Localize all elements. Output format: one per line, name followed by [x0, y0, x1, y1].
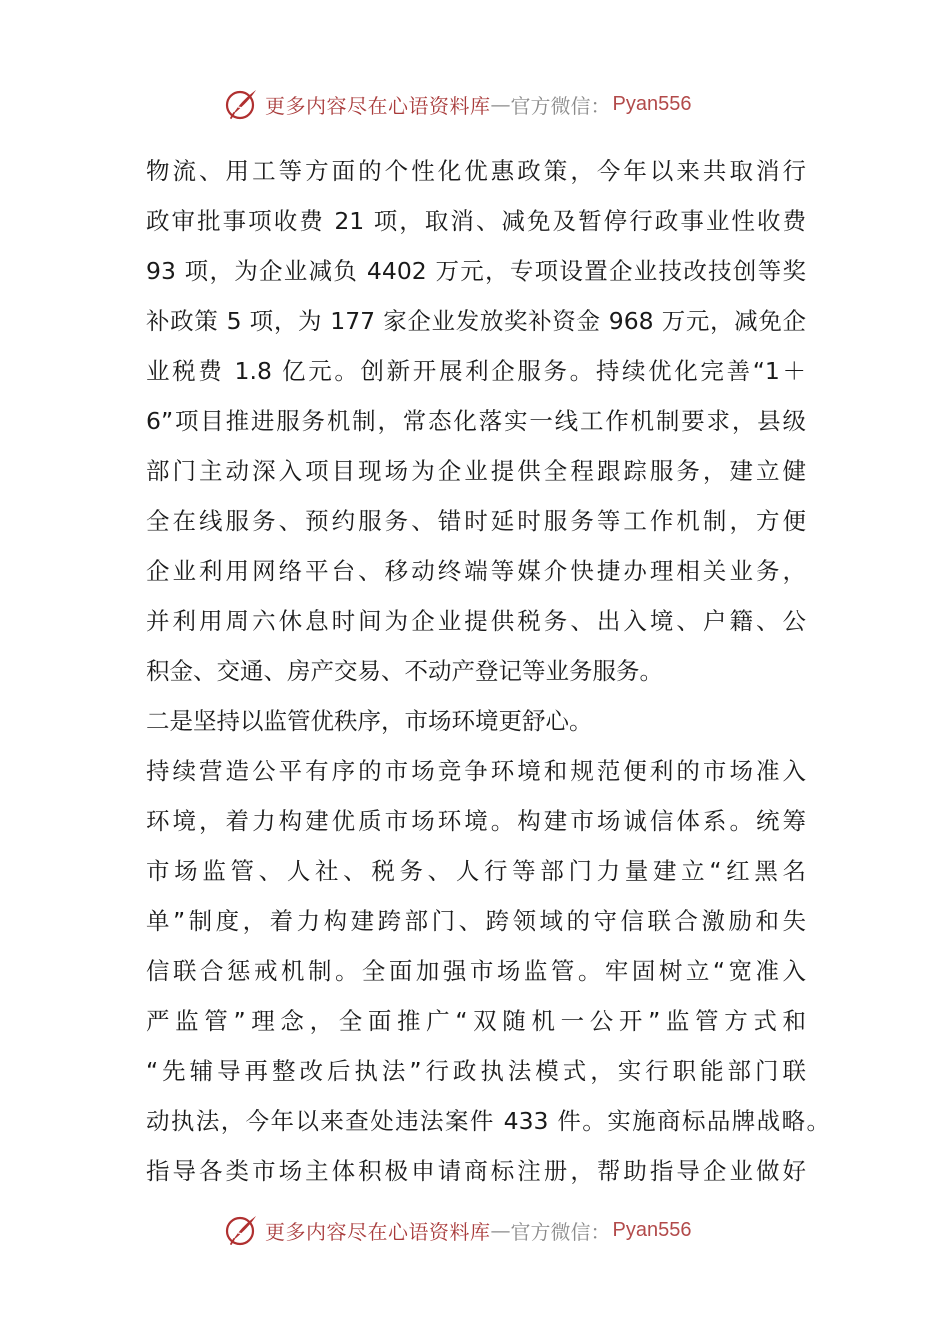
brand-name: 更多内容尽在心语资料库 [265, 93, 491, 118]
body-line: 93 项，为企业减负 4402 万元，专项设置企业技改技创等奖 [146, 257, 806, 285]
body-line: 指导各类市场主体积极申请商标注册，帮助指导企业做好 [146, 1157, 806, 1185]
body-line: 物流、用工等方面的个性化优惠政策，今年以来共取消行 [146, 157, 806, 185]
header-banner [225, 86, 691, 122]
body-line: 补政策 5 项，为 177 家企业发放奖补资金 968 万元，减免企 [146, 307, 806, 335]
banner-dash: — [490, 92, 511, 116]
document-body [146, 146, 836, 1196]
footer-banner [225, 1212, 691, 1248]
quill-logo-icon [225, 1213, 259, 1247]
body-line: 持续营造公平有序的市场竞争环境和规范便利的市场准入 [146, 757, 806, 785]
body-line: 市场监管、人社、税务、人行等部门力量建立“红黑名 [146, 857, 806, 885]
wechat-label: 官方微信： [510, 1219, 611, 1244]
body-line: 积金、交通、房产交易、不动产登记等业务服务。 [146, 657, 663, 685]
body-line: 企业利用网络平台、移动终端等媒介快捷办理相关业务， [146, 557, 806, 585]
body-line: 环境，着力构建优质市场环境。构建市场诚信体系。统筹 [146, 807, 806, 835]
brand-name: 更多内容尽在心语资料库 [265, 1219, 491, 1244]
body-line: 信联合惩戒机制。全面加强市场监管。牢固树立“宽准入 [146, 957, 806, 985]
body-line: 严监管”理念，全面推广“双随机一公开”监管方式和 [146, 1007, 806, 1035]
body-line: “先辅导再整改后执法”行政执法模式，实行职能部门联 [146, 1057, 806, 1085]
body-line: 全在线服务、预约服务、错时延时服务等工作机制，方便 [146, 507, 806, 535]
wechat-id: Pyan556 [612, 92, 692, 115]
quill-logo-icon [225, 87, 259, 121]
wechat-id: Pyan556 [612, 1218, 692, 1241]
body-line: 单”制度，着力构建跨部门、跨领域的守信联合激励和失 [146, 907, 806, 935]
banner-dash: — [490, 1218, 511, 1242]
section-heading: 二是坚持以监管优秩序，市场环境更舒心。 [146, 707, 593, 735]
body-line: 动执法，今年以来查处违法案件 433 件。实施商标品牌战略。 [146, 1107, 830, 1135]
body-line: 部门主动深入项目现场为企业提供全程跟踪服务，建立健 [146, 457, 806, 485]
body-line: 业税费 1.8 亿元。创新开展利企服务。持续优化完善“1＋ [146, 357, 806, 385]
body-line: 6”项目推进服务机制，常态化落实一线工作机制要求，县级 [146, 407, 806, 435]
body-line: 政审批事项收费 21 项，取消、减免及暂停行政事业性收费 [146, 207, 806, 235]
body-line: 并利用周六休息时间为企业提供税务、出入境、户籍、公 [146, 607, 806, 635]
wechat-label: 官方微信： [510, 93, 611, 118]
